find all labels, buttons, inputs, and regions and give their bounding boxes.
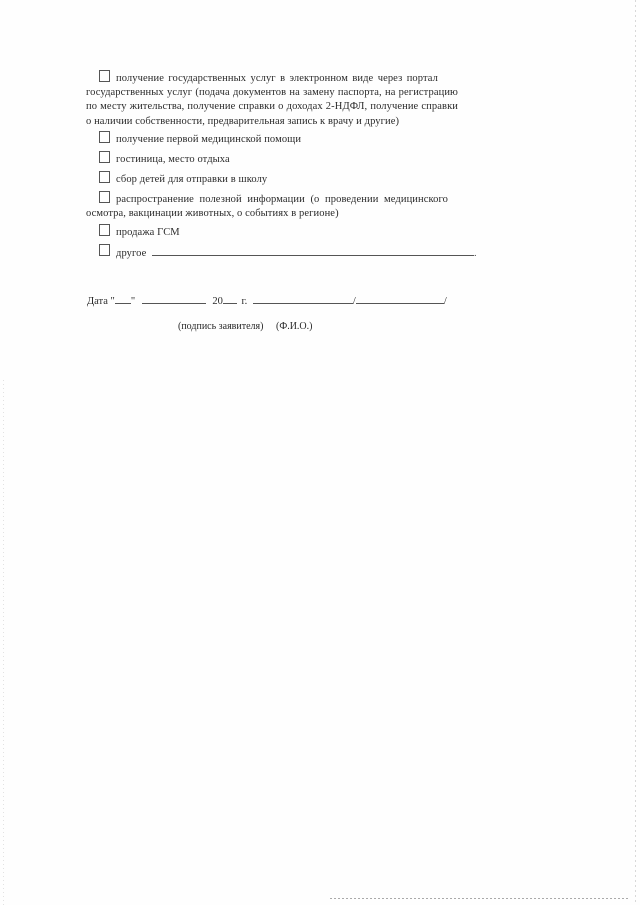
date-day-field[interactable] <box>115 294 131 304</box>
slash-mid: / <box>352 296 356 307</box>
date-quote-close: " <box>130 296 136 307</box>
full-name-field[interactable] <box>356 294 444 304</box>
checkbox-school-collection[interactable] <box>99 171 110 183</box>
option-hotel-label: гостиница, место отдыха <box>116 154 230 165</box>
option-useful-info-line-2: осмотра, вакцинации животных, о событиях в регионе) <box>86 208 339 219</box>
option-electronic-services-line-2: государственных услуг (подача документов на замену паспорта, на регистрацию <box>86 87 458 98</box>
checkbox-other[interactable] <box>99 244 110 256</box>
scan-edge-left <box>3 380 4 905</box>
date-month-field[interactable] <box>142 294 206 304</box>
caption-full-name: (Ф.И.О.) <box>275 321 313 332</box>
checkbox-hotel[interactable] <box>99 151 110 163</box>
date-signature-row <box>87 294 447 308</box>
option-fuel-sales-label: продажа ГСМ <box>116 227 180 238</box>
option-electronic-services-line-3: по месту жительства, получение справки о доходах 2-НДФЛ, получение справки <box>86 101 458 112</box>
checkbox-electronic-services[interactable] <box>99 70 110 82</box>
signature-captions <box>178 320 313 333</box>
year-suffix: г. <box>241 296 248 307</box>
year-prefix: 20 <box>212 296 223 307</box>
checkbox-useful-info[interactable] <box>99 191 110 203</box>
date-label: Дата " <box>87 296 115 307</box>
option-first-aid-label: получение первой медицинской помощи <box>116 134 302 145</box>
slash-end: / <box>443 296 447 307</box>
signature-field[interactable] <box>253 294 353 304</box>
option-electronic-services-line-1: получение государственных услуг в электронном виде через портал <box>116 73 438 84</box>
checkbox-first-aid[interactable] <box>99 131 110 143</box>
checkbox-fuel-sales[interactable] <box>99 224 110 236</box>
option-useful-info-line-1: распространение полезной информации (о проведении медицинского <box>116 194 448 205</box>
option-electronic-services-line-4: о наличии собственности, предварительная запись к врачу и другие) <box>86 116 400 127</box>
scan-edge-bottom <box>330 898 630 899</box>
option-other-row: другое . <box>116 248 477 259</box>
other-blank-field[interactable] <box>152 246 474 256</box>
date-year-field[interactable] <box>223 294 237 304</box>
option-school-collection-label: сбор детей для отправки в школу <box>116 174 268 185</box>
scan-edge-right <box>635 0 636 905</box>
option-other-label: другое <box>116 248 147 259</box>
caption-signature: (подпись заявителя) <box>178 321 264 332</box>
